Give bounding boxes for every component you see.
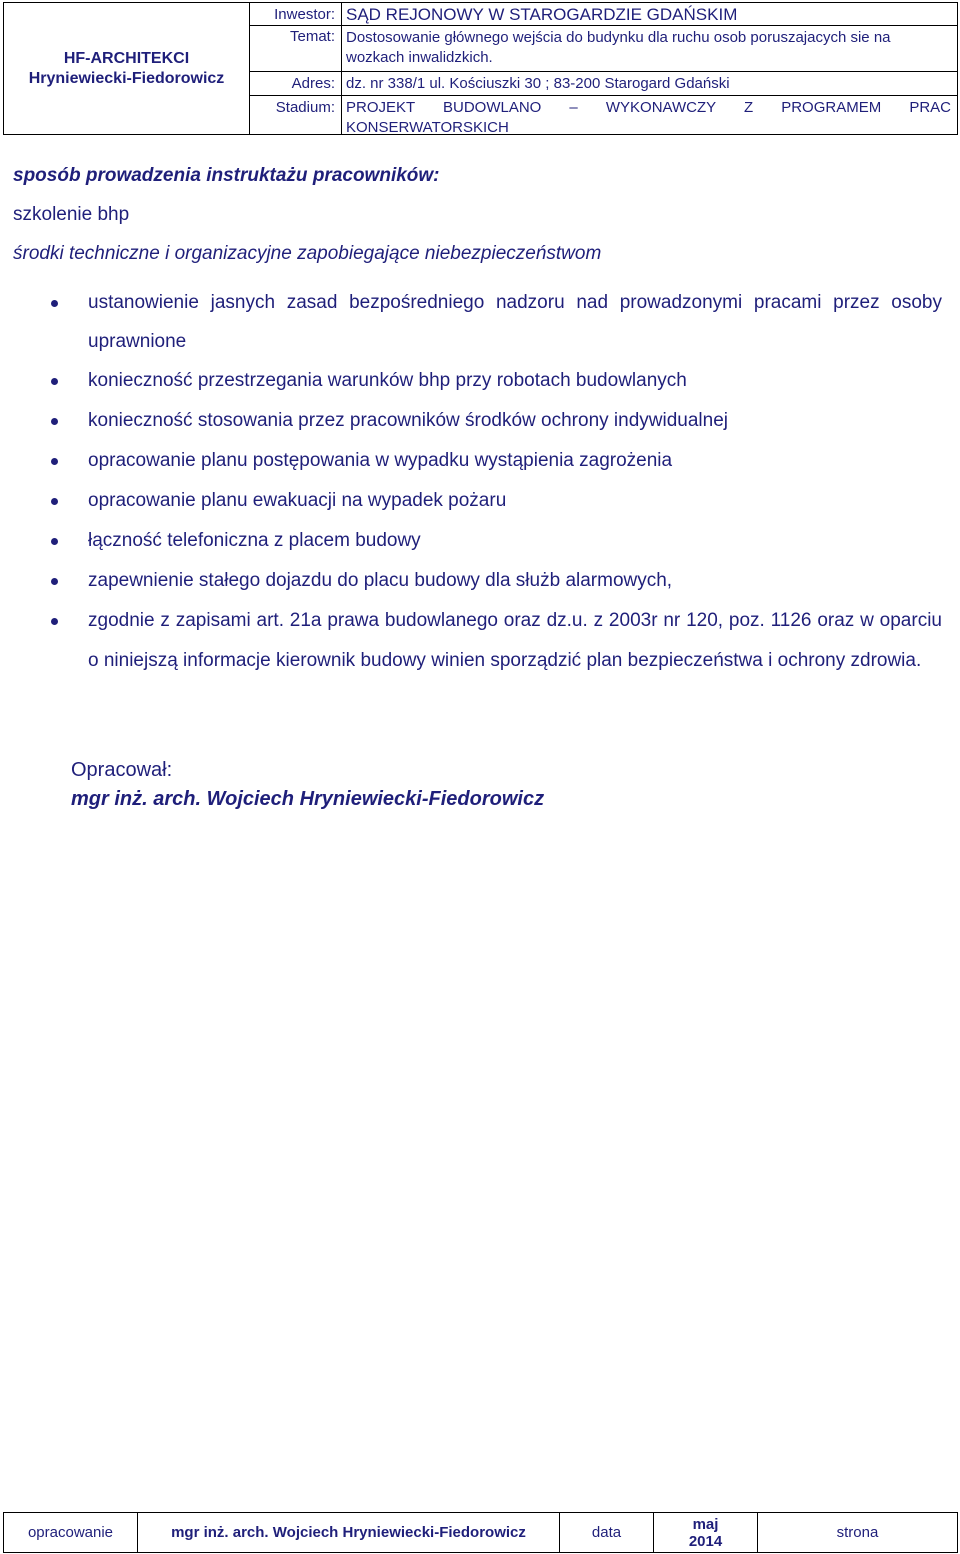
list-item-text: ustanowienie jasnych zasad bezpośredniego nadzoru nad prowadzonymi pracami przez osoby uprawnione <box>88 292 942 352</box>
list-item-text: konieczność przestrzegania warunków bhp przy robotach budowlanych <box>88 370 687 391</box>
footer-date <box>654 1513 758 1552</box>
section-heading-instruktaz: sposób prowadzenia instruktażu pracowników: <box>13 165 440 186</box>
adres-label: Adres: <box>250 72 342 95</box>
bullet-icon <box>51 538 58 545</box>
list-item <box>0 361 960 401</box>
stadium-label: Stadium: <box>250 96 342 134</box>
bullet-icon <box>51 498 58 505</box>
inwestor-label: Inwestor: <box>250 3 342 25</box>
bullet-icon <box>51 578 58 585</box>
company-owners: Hryniewiecki-Fiedorowicz <box>28 69 225 87</box>
bullet-icon <box>51 618 58 625</box>
list-item-text: opracowanie planu postępowania w wypadku wystąpienia zagrożenia <box>88 450 673 471</box>
footer-date-year: 2014 <box>688 1532 723 1550</box>
adres-value: dz. nr 338/1 ul. Kościuszki 30 ; 83-200 Starogard Gdański <box>346 75 730 92</box>
measures-list <box>0 283 960 681</box>
list-item <box>0 401 960 441</box>
stadium-row <box>250 96 957 134</box>
list-item <box>0 521 960 561</box>
company-name: HF-ARCHITEKCI <box>63 49 190 67</box>
list-item <box>0 441 960 481</box>
inwestor-row <box>250 3 957 26</box>
company-block <box>4 3 250 134</box>
list-item-text: konieczność stosowania przez pracowników środków ochrony indywidualnej <box>88 410 728 431</box>
bullet-icon <box>51 300 58 307</box>
list-item <box>0 561 960 601</box>
bullet-icon <box>51 458 58 465</box>
inwestor-value: SĄD REJONOWY W STAROGARDZIE GDAŃSKIM <box>346 5 738 24</box>
list-item-text: zgodnie z zapisami art. 21a prawa budowlanego oraz dz.u. z 2003r nr 120, poz. 1126 oraz w oparciu o niniejszą informacje kierownik budowy winien sporządzić plan bezpieczeństwa i ochrony zdrowia. <box>88 610 942 671</box>
temat-label: Temat: <box>250 26 342 71</box>
bullet-icon <box>51 378 58 385</box>
title-block-header <box>3 2 958 135</box>
section-heading-srodki: środki techniczne i organizacyjne zapobiegające niebezpieczeństwom <box>13 243 602 264</box>
list-item <box>0 283 960 361</box>
temat-value: Dostosowanie głównego wejścia do budynku dla ruchu osob poruszajacych sie na wozkach inwalidzkich. <box>346 29 891 66</box>
stadium-value: PROJEKT BUDOWLANO – WYKONAWCZY Z PROGRAMEM PRAC KONSERWATORSKICH <box>346 99 951 136</box>
list-item <box>0 601 960 681</box>
footer-author: mgr inż. arch. Wojciech Hryniewiecki-Fiedorowicz <box>138 1513 560 1552</box>
list-item-text: opracowanie planu ewakuacji na wypadek pożaru <box>88 490 507 511</box>
list-item <box>0 481 960 521</box>
temat-row <box>250 26 957 72</box>
adres-row <box>250 72 957 96</box>
footer-date-month: maj <box>692 1515 719 1533</box>
title-block-footer <box>3 1512 958 1553</box>
author-label: Opracował: <box>71 759 173 781</box>
footer-strona-label: strona <box>836 1524 879 1541</box>
author-name: mgr inż. arch. Wojciech Hryniewiecki-Fiedorowicz <box>71 788 545 810</box>
footer-data-label: data <box>560 1513 654 1552</box>
bullet-icon <box>51 418 58 425</box>
list-item-text: łączność telefoniczna z placem budowy <box>88 530 421 551</box>
footer-opracowanie-label: opracowanie <box>4 1513 138 1552</box>
list-item-text: zapewnienie stałego dojazdu do placu budowy dla służb alarmowych, <box>88 570 673 591</box>
project-info <box>250 3 957 134</box>
section-text-szkolenie: szkolenie bhp <box>13 204 130 225</box>
